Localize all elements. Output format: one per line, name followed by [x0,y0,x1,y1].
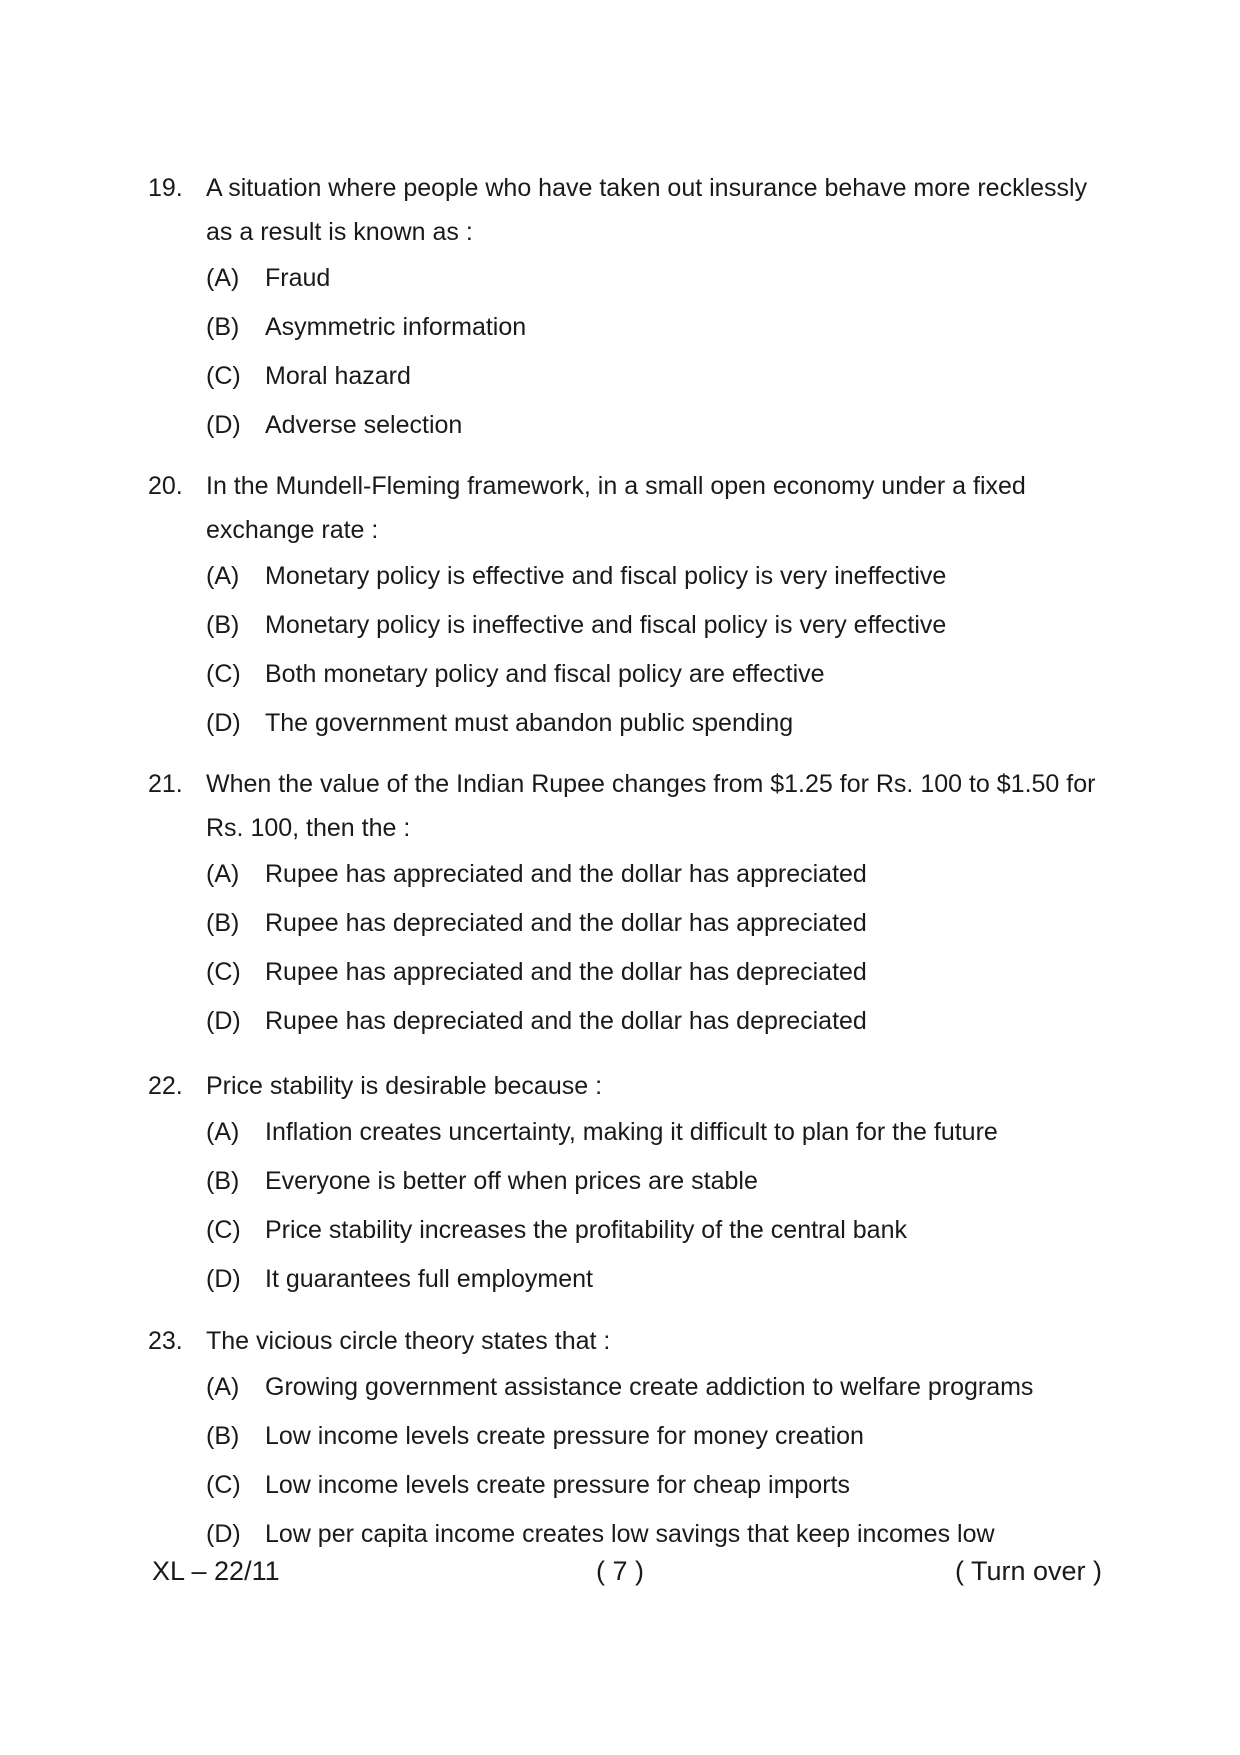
paper-code: XL – 22/11 [152,1556,280,1586]
option-a [206,1363,1098,1412]
question-number: 22. [148,1072,183,1100]
option-label: (B) [206,909,240,937]
question-22 [148,1064,1098,1304]
option-a [206,850,1098,899]
options-list [206,850,1098,1046]
option-text: Inflation creates uncertainty, making it difficult to plan for the future [265,1118,998,1146]
option-label: (D) [206,1520,241,1548]
option-d [206,1255,1098,1304]
question-number: 19. [148,174,183,202]
option-text: Low per capita income creates low savings that keep incomes low [265,1520,995,1548]
option-label: (D) [206,411,241,439]
question-20 [148,464,1098,748]
option-a [206,254,1098,303]
option-label: (C) [206,362,241,390]
option-label: (B) [206,1422,240,1450]
question-text: When the value of the Indian Rupee changes from $1.25 for Rs. 100 to $1.50 for Rs. 100, then the : [206,770,1096,842]
option-label: (B) [206,611,240,639]
option-label: (B) [206,1167,240,1195]
option-label: (C) [206,958,241,986]
question-19 [148,166,1098,450]
option-text: Low income levels create pressure for cheap imports [265,1471,850,1499]
option-label: (A) [206,264,240,292]
turn-over-note: ( Turn over ) [954,1556,1102,1586]
option-c [206,1461,1098,1510]
option-b [206,601,1098,650]
question-number: 20. [148,472,183,500]
option-label: (A) [206,562,240,590]
options-list [206,552,1098,748]
page-number: ( 7 ) [596,1556,645,1586]
option-text: Asymmetric information [265,313,527,341]
option-b [206,899,1098,948]
option-label: (B) [206,313,240,341]
option-label: (C) [206,1471,241,1499]
option-label: (C) [206,1216,241,1244]
options-list [206,254,1098,450]
option-a [206,552,1098,601]
option-text: Price stability increases the profitability of the central bank [265,1216,907,1244]
option-text: Monetary policy is effective and fiscal policy is very ineffective [265,562,947,590]
option-text: The government must abandon public spending [265,709,794,737]
option-a [206,1108,1098,1157]
option-text: Both monetary policy and fiscal policy are effective [265,660,825,688]
option-text: Everyone is better off when prices are stable [265,1167,758,1195]
option-d [206,1510,1098,1559]
question-21 [148,762,1098,1046]
question-text: Price stability is desirable because : [206,1072,603,1100]
option-text: Low income levels create pressure for money creation [265,1422,864,1450]
option-text: It guarantees full employment [265,1265,593,1293]
question-number: 21. [148,770,183,798]
option-text: Rupee has depreciated and the dollar has appreciated [265,909,867,937]
option-label: (D) [206,1265,241,1293]
option-label: (C) [206,660,241,688]
option-text: Rupee has appreciated and the dollar has depreciated [265,958,867,986]
option-text: Growing government assistance create addiction to welfare programs [265,1373,1034,1401]
option-label: (A) [206,1373,240,1401]
option-c [206,650,1098,699]
option-text: Rupee has appreciated and the dollar has appreciated [265,860,867,888]
question-text: In the Mundell-Fleming framework, in a small open economy under a fixed exchange rate : [206,472,1026,544]
question-23 [148,1319,1098,1559]
option-c [206,948,1098,997]
page-footer [148,1556,1102,1596]
option-text: Monetary policy is ineffective and fiscal policy is very effective [265,611,947,639]
options-list [206,1363,1098,1559]
option-text: Moral hazard [265,362,411,390]
question-text: A situation where people who have taken out insurance behave more recklessly as a result is known as : [206,174,1088,246]
option-d [206,699,1098,748]
option-label: (D) [206,709,241,737]
question-text: The vicious circle theory states that : [206,1327,611,1355]
option-text: Fraud [265,264,331,292]
option-label: (A) [206,1118,240,1146]
option-text: Rupee has depreciated and the dollar has depreciated [265,1007,867,1035]
option-b [206,1412,1098,1461]
option-b [206,303,1098,352]
options-list [206,1108,1098,1304]
option-b [206,1157,1098,1206]
question-number: 23. [148,1327,183,1355]
option-c [206,1206,1098,1255]
option-d [206,997,1098,1046]
option-d [206,401,1098,450]
option-label: (A) [206,860,240,888]
option-label: (D) [206,1007,241,1035]
option-c [206,352,1098,401]
option-text: Adverse selection [265,411,463,439]
